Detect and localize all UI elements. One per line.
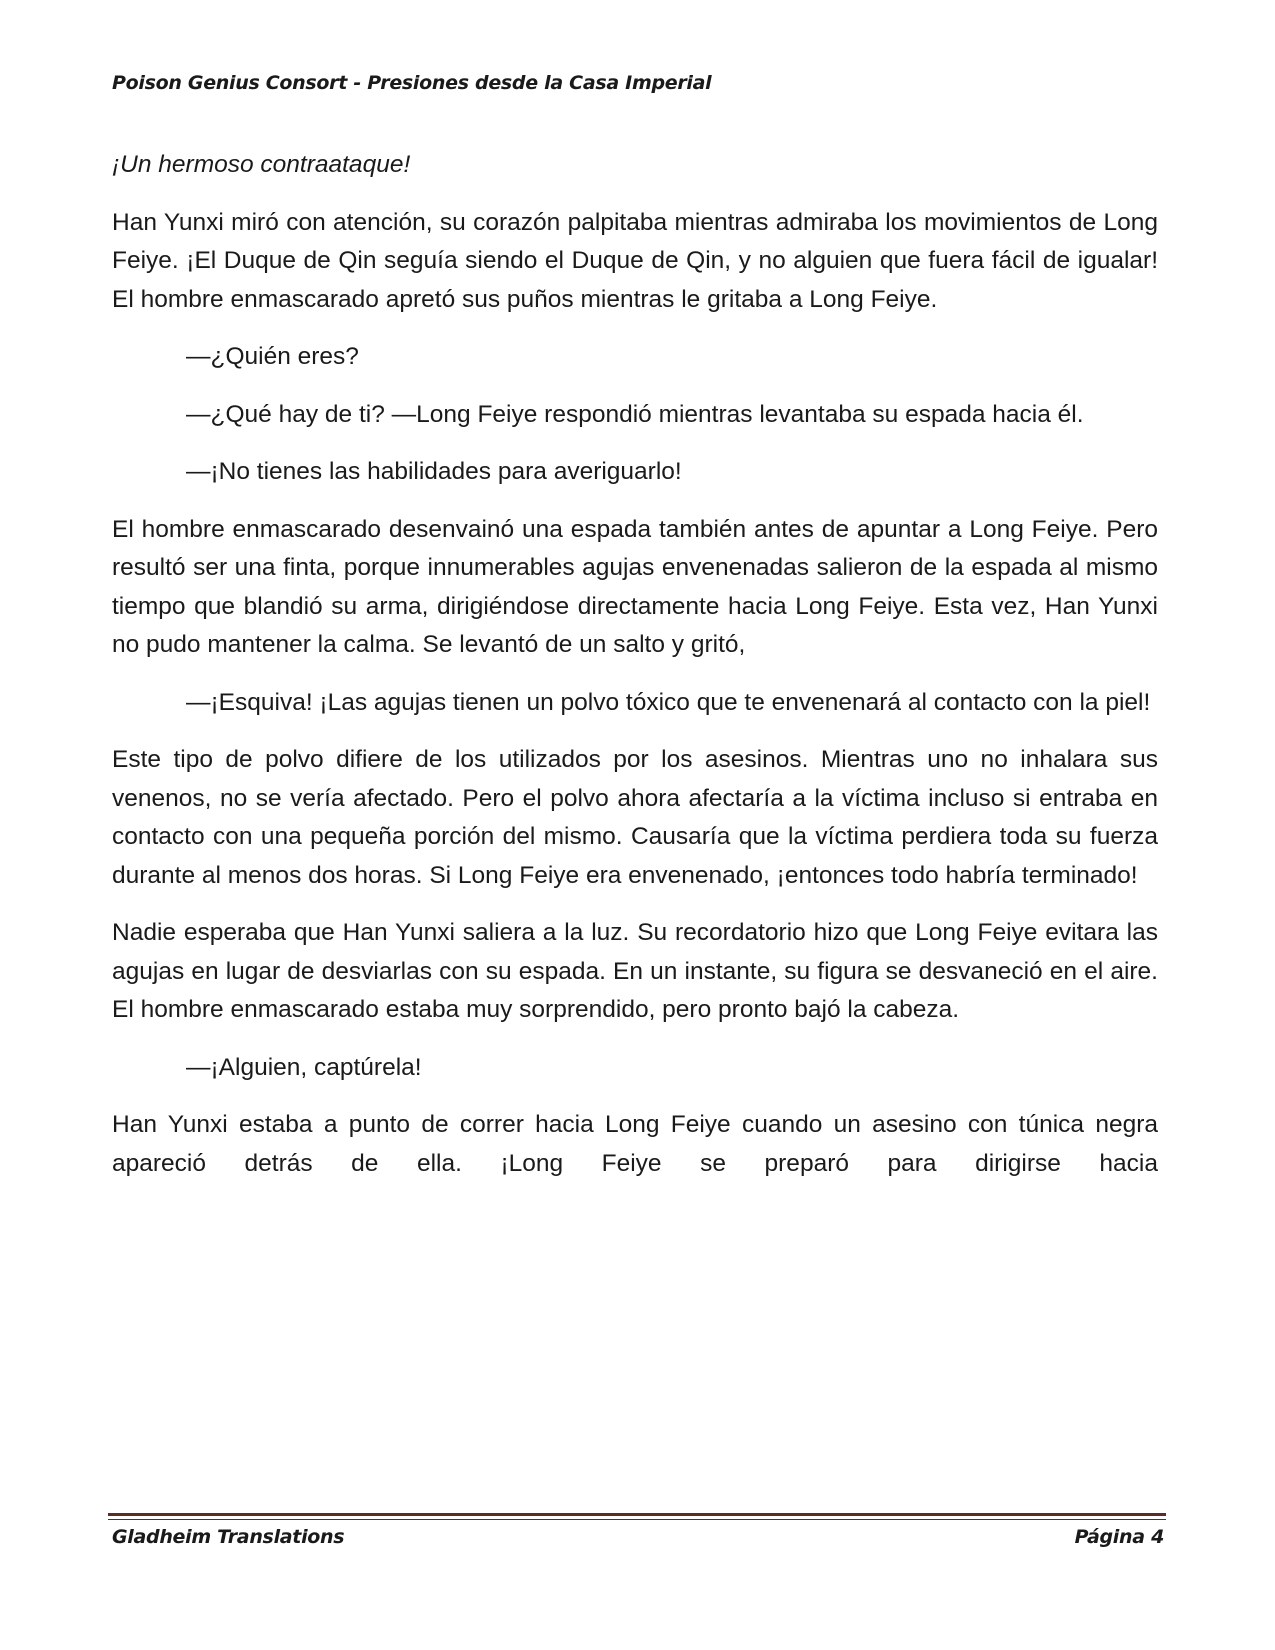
paragraph-heading: ¡Un hermoso contraataque! — [112, 151, 411, 178]
document-body — [112, 146, 1158, 1183]
dialog-line: —¿Qué hay de ti? —Long Feiye respondió mientras levantaba su espada hacia él. — [186, 400, 1084, 428]
dialog-line: —¡No tienes las habilidades para averiguarlo! — [186, 458, 682, 485]
page-header-title: Poison Genius Consort - Presiones desde la Casa Imperial — [112, 72, 712, 94]
paragraph: Han Yunxi estaba a punto de correr hacia Long Feiye cuando un asesino con túnica negra apareció detrás de ella. ¡Long Feiye se preparó para dirigirse hacia — [112, 1111, 1158, 1177]
paragraph: Este tipo de polvo difiere de los utilizados por los asesinos. Mientras uno no inhalara sus venenos, no se vería afectado. Pero el polvo ahora afectaría a la víctima incluso si entraba en contacto con una pequeña porción del mismo. Causaría que la víctima perdiera toda su fuerza durante al menos dos horas. Si Long Feiye era envenenado, ¡entonces todo habría terminado! — [112, 746, 1158, 889]
dialog-line: —¡Alguien, captúrela! — [186, 1053, 422, 1081]
footer-divider — [108, 1513, 1166, 1520]
footer-page-number: Página 4 — [1074, 1526, 1164, 1548]
dialog-line: —¡Esquiva! ¡Las agujas tienen un polvo tóxico que te envenenará al contacto con la piel! — [186, 688, 1151, 716]
footer-publisher: Gladheim Translations — [112, 1526, 345, 1548]
paragraph: Han Yunxi miró con atención, su corazón palpitaba mientras admiraba los movimientos de Long Feiye. ¡El Duque de Qin seguía siendo el Duque de Qin, y no alguien que fuera fácil de igualar! El hombre enmascarado apretó sus puños mientras le gritaba a Long Feiye. — [112, 208, 1158, 313]
paragraph: El hombre enmascarado desenvainó una espada también antes de apuntar a Long Feiye. Pero resultó ser una finta, porque innumerables agujas envenenadas salieron de la espada al mismo tiempo que blandió su arma, dirigiéndose directamente hacia Long Feiye. Esta vez, Han Yunxi no pudo mantener la calma. Se levantó de un salto y gritó, — [112, 515, 1158, 658]
dialog-line: —¿Quién eres? — [186, 343, 359, 370]
paragraph: Nadie esperaba que Han Yunxi saliera a la luz. Su recordatorio hizo que Long Feiye evitara las agujas en lugar de desviarlas con su espada. En un instante, su figura se desvaneció en el aire. El hombre enmascarado estaba muy sorprendido, pero pronto bajó la cabeza. — [112, 919, 1158, 1023]
